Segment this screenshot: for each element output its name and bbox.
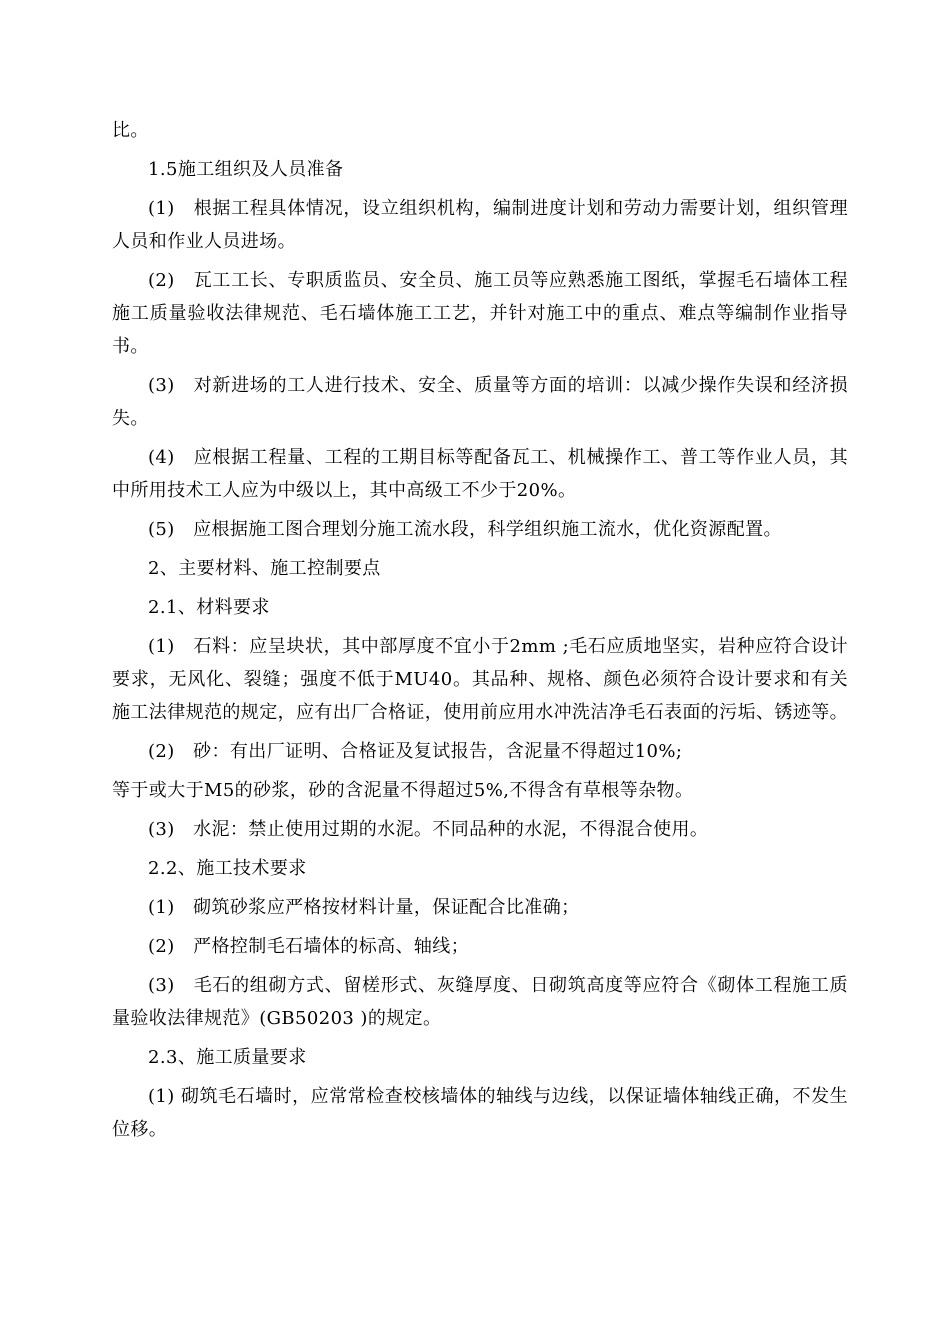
document-body [112,114,848,1152]
list-item-2-1-2-continuation: 等于或大于M5的砂浆，砂的含泥量不得超过5%,不得含有草根等杂物。 [112,780,694,801]
section-heading-2-3: 2.3、施工质量要求 [148,1047,307,1068]
list-item-2-2-2: (2) 严格控制毛石墙体的标高、轴线； [148,936,470,957]
section-heading-2-1: 2.1、材料要求 [148,597,270,618]
list-item-2-1-1: (1) 石料：应呈块状，其中部厚度不宜小于2mm ;毛石应质地坚实，岩种应符合设计要求，无风化、裂缝；强度不低于MU40。其品种、规格、颜色必须符合设计要求和有关施工法律规范的规定，应有出厂合格证，使用前应用水冲洗洁净毛石表面的污垢、锈迹等。 [112,636,848,723]
paragraph-continuation: 比。 [112,120,149,141]
list-item-1-5-1: (1) 根据工程具体情况，设立组织机构，编制进度计划和劳动力需要计划，组织管理人员和作业人员进场。 [112,198,848,252]
list-item-1-5-3: (3) 对新进场的工人进行技术、安全、质量等方面的培训：以减少操作失误和经济损失。 [112,375,848,429]
section-heading-2-2: 2.2、施工技术要求 [148,858,307,879]
section-heading-2: 2、主要材料、施工控制要点 [148,558,381,579]
list-item-2-2-1: (1) 砌筑砂浆应严格按材料计量，保证配合比准确； [148,897,580,918]
section-heading-1-5: 1.5施工组织及人员准备 [148,159,344,180]
list-item-1-5-5: (5) 应根据施工图合理划分施工流水段，科学组织施工流水，优化资源配置。 [148,519,782,540]
list-item-2-1-2: (2) 砂：有出厂证明、合格证及复试报告，含泥量不得超过10%; [148,741,683,762]
list-item-2-3-1: (1) 砌筑毛石墙时，应常常检查校核墙体的轴线与边线，以保证墙体轴线正确，不发生位移。 [112,1086,848,1140]
list-item-2-1-3: (3) 水泥：禁止使用过期的水泥。不同品种的水泥，不得混合使用。 [148,819,709,840]
list-item-2-2-3: (3) 毛石的组砌方式、留槎形式、灰缝厚度、日砌筑高度等应符合《砌体工程施工质量验收法律规范》(GB50203 )的规定。 [112,975,848,1029]
list-item-1-5-2: (2) 瓦工工长、专职质监员、安全员、施工员等应熟悉施工图纸，掌握毛石墙体工程施工质量验收法律规范、毛石墙体施工工艺，并针对施工中的重点、难点等编制作业指导书。 [112,270,848,357]
list-item-1-5-4: (4) 应根据工程量、工程的工期目标等配备瓦工、机械操作工、普工等作业人员，其中所用技术工人应为中级以上，其中高级工不少于20%。 [112,447,848,501]
